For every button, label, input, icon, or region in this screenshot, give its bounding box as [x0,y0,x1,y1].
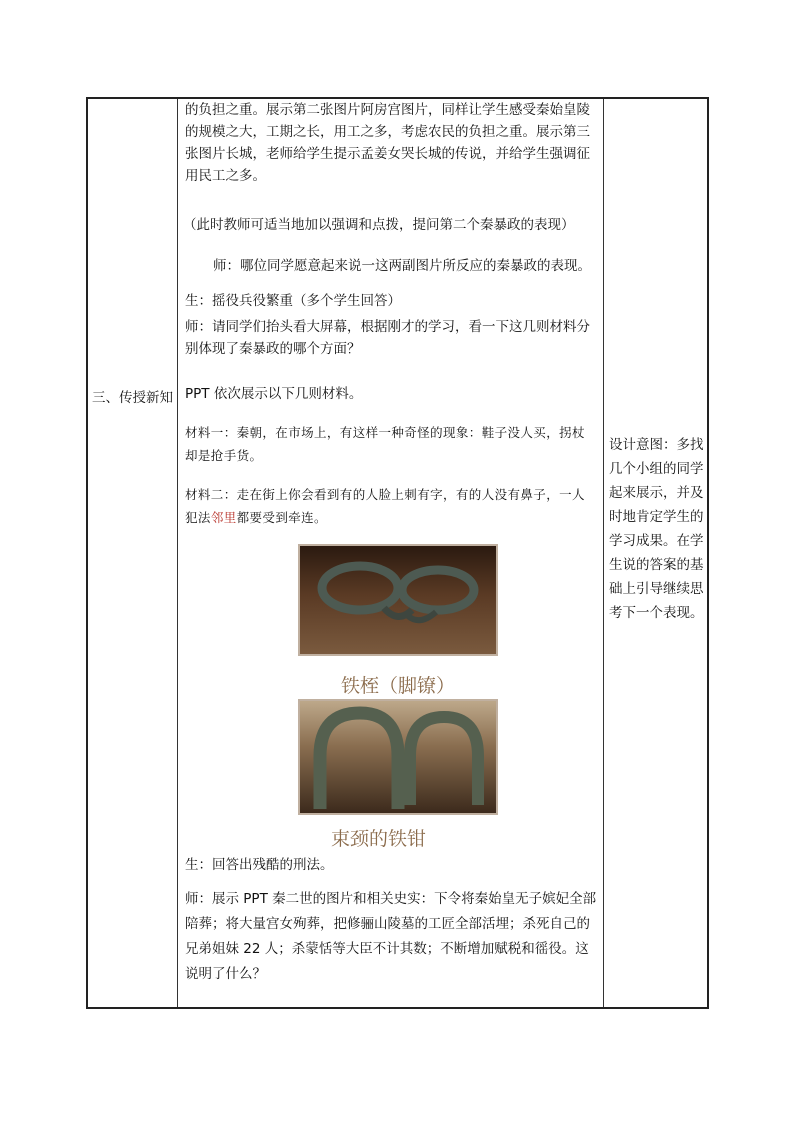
neck-clamp-image [298,699,498,815]
column-divider [603,99,604,1007]
material-two-highlight: 邻里 [210,510,237,525]
material-two [185,483,597,529]
paragraph: 师：哪位同学愿意起来说一这两副图片所反应的秦暴政的表现。 [213,258,591,274]
paragraph: 师：展示 PPT 秦二世的图片和相关史实：下令将秦始皇无子嫔妃全部陪葬；将大量宫女殉葬，把修骊山陵墓的工匠全部活埋；杀死自己的兄弟姐妹 22 人；杀蒙恬等大臣不计其数；不断增加赋税和徭役。这说明了什么？ [185,891,597,982]
paragraph: PPT 依次展示以下几则材料。 [185,386,363,402]
shackles-image [298,544,498,656]
stage-label: 三、传授新知 [92,390,173,406]
material-one: 材料一：秦朝，在市场上，有这样一种奇怪的现象：鞋子没人买，拐杖却是抢手货。 [185,425,585,463]
design-intent: 设计意图：多找几个小组的同学起来展示，并及时地肯定学生的学习成果。在学生说的答案的基础上引导继续思考下一个表现。 [609,437,704,621]
material-two-text: 材料二：走在街上你会看到有的人脸上刺有字，有的人没有鼻子，一人犯法 [185,487,585,525]
paragraph: （此时教师可适当地加以强调和点拨，提问第二个秦暴政的表现） [183,217,575,233]
image-caption: 铁桎（脚镣） [341,675,456,697]
neck-clamp-icon [300,701,496,813]
column-divider [177,99,178,1007]
stage-column [88,99,177,1007]
paragraph: 生：回答出残酷的刑法。 [185,857,334,873]
image-caption: 束颈的铁钳 [331,828,427,850]
paragraph: 生：摇役兵役繁重（多个学生回答） [185,293,401,309]
material-two-text: 都要受到牵连。 [236,510,327,525]
paragraph: 的负担之重。展示第二张图片阿房宫图片，同样让学生感受秦始皇陵的规模之大，工期之长，用工之多，考虑农民的负担之重。展示第三张图片长城，老师给学生提示孟姜女哭长城的传说，并给学生强调征用民工之多。 [185,102,590,184]
lesson-table [86,97,709,1009]
paragraph: 师：请同学们抬头看大屏幕，根据刚才的学习，看一下这几则材料分别体现了秦暴政的哪个方面？ [185,319,590,357]
shackles-icon [300,546,496,654]
